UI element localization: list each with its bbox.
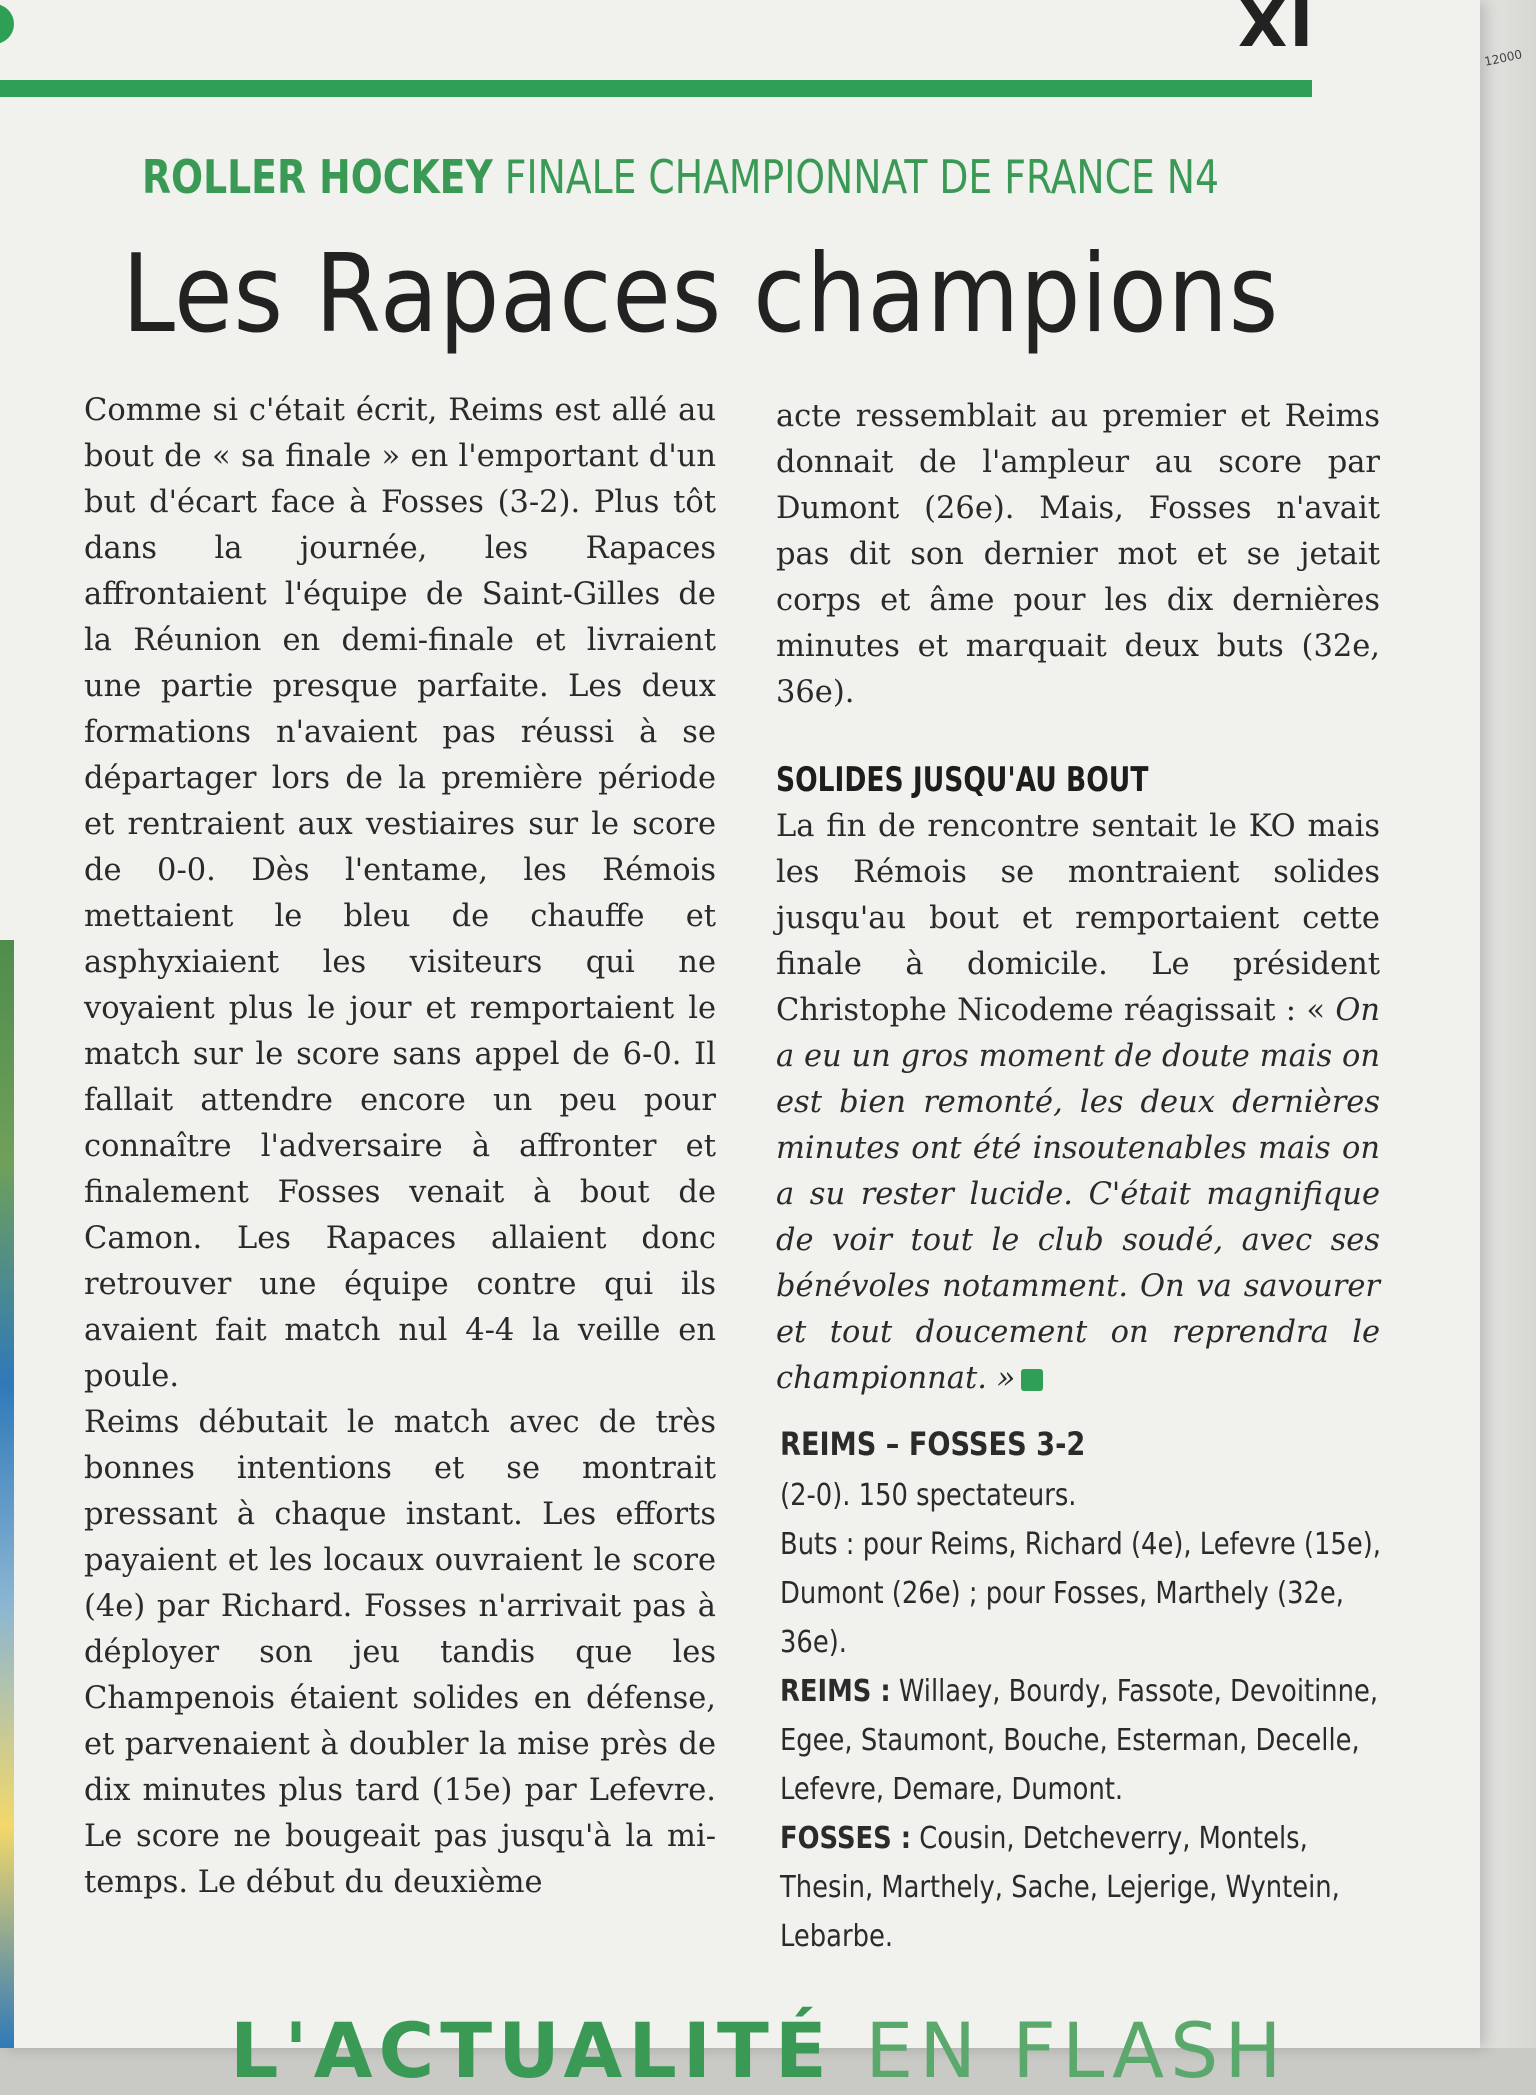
banner-light: EN FLASH: [865, 2006, 1288, 2095]
reims-label: REIMS :: [780, 1674, 891, 1709]
match-goals: Buts : pour Reims, Richard (4e), Lefevre (15e), Dumont (26e) ; pour Fosses, Marthely (32e, 36e).: [780, 1527, 1381, 1660]
next-section-banner: [230, 2006, 1330, 2095]
match-summary: (2-0). 150 spectateurs.: [780, 1478, 1077, 1513]
fosses-players: Cousin, Detcheverry, Montels, Thesin, Marthely, Sache, Lejerige, Wyntein, Lebarbe.: [780, 1821, 1340, 1954]
headline: Les Rapaces champions: [122, 232, 1280, 357]
quote-intro: La fin de rencontre sentait le KO mais les Rémois se montraient solides jusqu'au bout et remportaient cette finale à domicile. Le président Christophe Nicodeme réagissait : «: [776, 809, 1380, 1028]
kicker-sport: ROLLER HOCKEY: [142, 150, 493, 204]
article-subhead: SOLIDES JUSQU'AU BOUT: [776, 760, 1149, 800]
banner-bold: L'ACTUALITÉ: [230, 2006, 833, 2095]
article-paragraph-2: Reims débutait le match avec de très bonnes intentions et se montrait pressant à chaque instant. Les efforts payaient et les locaux ouvraient le score (4e) par Richard. Fosses n'arrivait pas à déployer son jeu tandis que les Champenois étaient solides en défense, et parvenaient à doubler la mise près de dix minutes plus tard (15e) par Lefevre. Le score ne bougeait pas jusqu'à la mi-temps. Le début du deuxième: [84, 1405, 716, 1900]
article-left-column: [84, 388, 716, 1906]
page-number: XI: [1238, 0, 1316, 62]
match-score-title: REIMS – FOSSES 3-2: [780, 1425, 1086, 1463]
adjacent-photo-edge: [0, 940, 14, 2048]
edge-code: 12000: [1483, 47, 1524, 69]
reims-lineup: [780, 1667, 1399, 1814]
match-info-box: [780, 1420, 1400, 1961]
article-paragraph-1: Comme si c'était écrit, Reims est allé au bout de « sa finale » en l'emportant d'un but d'écart face à Fosses (3-2). Plus tôt dans la journée, les Rapaces affrontaient l'équipe de Saint-Gilles de la Réunion en demi-finale et livraient une partie presque parfaite. Les deux formations n'avaient pas réussi à se départager lors de la première période et rentraient aux vestiaires sur le score de 0-0. Dès l'entame, les Rémois mettaient le bleu de chauffe et asphyxiaient les visiteurs qui ne voyaient plus le jour et remportaient le match sur le score sans appel de 6-0. Il fallait attendre encore un peu pour connaître l'adversaire à affronter et finalement Fosses venait à bout de Camon. Les Rapaces allaient donc retrouver une équipe contre qui ils avaient fait match nul 4-4 la veille en poule.: [84, 393, 716, 1394]
adjacent-page-edge: [1480, 0, 1536, 2048]
president-quote: On a eu un gros moment de doute mais on est bien remonté, les deux dernières minutes ont été insoutenables mais on a su rester lucide. C'était magnifique de voir tout le club soudé, avec ses bénévoles notamment. On va savourer et tout doucement on reprendra le championnat. »: [776, 993, 1381, 1396]
reims-players: Willaey, Bourdy, Fassote, Devoitinne, Egee, Staumont, Bouche, Esterman, Decelle, Lefevre, Demare, Dumont.: [780, 1674, 1379, 1807]
article-right-column: [776, 394, 1380, 1402]
fosses-lineup: [780, 1814, 1399, 1961]
end-of-article-mark: [1021, 1369, 1043, 1391]
green-dot-marker: [0, 4, 14, 44]
article-paragraph-continued: acte ressemblait au premier et Reims donnait de l'ampleur au score par Dumont (26e). Mais, Fosses n'avait pas dit son dernier mot et se jetait corps et âme pour les dix dernières minutes et marquait deux buts (32e, 36e).: [776, 399, 1380, 710]
green-top-rule: [0, 80, 1312, 97]
kicker: [142, 150, 1220, 204]
kicker-event: FINALE CHAMPIONNAT DE FRANCE N4: [504, 150, 1220, 204]
article-paragraph-quote: [776, 804, 1380, 1402]
fosses-label: FOSSES :: [780, 1821, 912, 1856]
